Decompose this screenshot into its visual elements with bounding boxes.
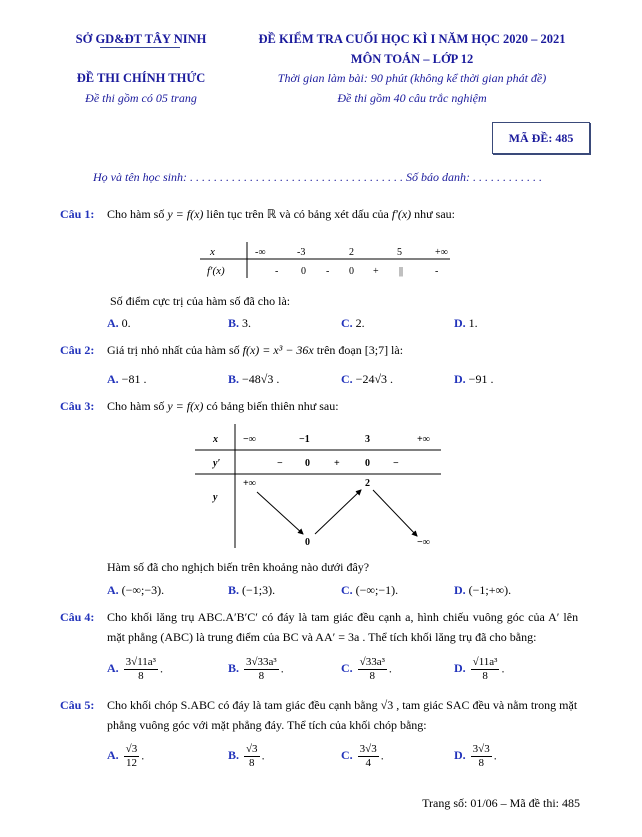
sign: -: [326, 266, 330, 277]
fraction: [471, 656, 500, 683]
x-value: 2: [349, 247, 354, 258]
math: f(x) = x³ − 36x: [242, 343, 314, 357]
pages-note: Đề thi gồm có 05 trang: [85, 91, 197, 105]
question-3-text: [107, 399, 339, 414]
y-value: 2: [365, 478, 370, 489]
option-label: A.: [107, 583, 119, 597]
x-value: 3: [365, 434, 370, 445]
question-4-label: Câu 4:: [60, 610, 95, 624]
option-c[interactable]: [341, 583, 398, 598]
arrow-up: [315, 490, 361, 534]
fraction: [244, 656, 279, 683]
exam-code-box: [492, 122, 590, 154]
question-1-prompt: Số điểm cực trị của hàm số đã cho là:: [110, 294, 291, 308]
text: có bảng biến thiên như sau:: [203, 399, 339, 413]
numerator: √3: [125, 743, 138, 755]
sign: -: [435, 266, 439, 277]
x-value: 5: [397, 247, 402, 258]
option-d[interactable]: [454, 583, 511, 598]
sign-table: [195, 240, 455, 282]
option-b[interactable]: [228, 583, 275, 598]
underline-divider: [100, 47, 180, 48]
option-value: −81 .: [121, 372, 147, 386]
fraction: [358, 743, 379, 770]
option-d[interactable]: D. $\frac{\text{√11a³}}{8}$ .: [454, 656, 505, 682]
text: liên tục trên ℝ và có bảng xét dấu của: [203, 207, 392, 221]
option-label: D.: [454, 583, 466, 597]
fraction: [124, 656, 158, 683]
option-label: B.: [228, 372, 240, 386]
text: Giá trị nhỏ nhất của hàm số: [107, 343, 243, 357]
option-a[interactable]: [107, 316, 131, 331]
option-label: C.: [341, 661, 353, 676]
option-label: C.: [341, 316, 353, 330]
option-value: 1.: [468, 316, 478, 330]
numerator: √11a³: [472, 656, 498, 668]
variation-table: [195, 424, 443, 548]
numerator: 3√11a³: [125, 656, 156, 668]
student-info-line: Họ và tên học sinh: . . . . . . . . . . . . . . . . . . . . . . . . . . . . . . . . . . . . Số báo danh: . . . . . . . . . . . .: [93, 170, 542, 184]
numerator: 3√3: [472, 743, 490, 755]
sign: −: [393, 458, 399, 469]
question-5-line-1: Cho khối chóp S.ABC có đáy là tam giác đều cạnh bằng √3 , tam giác SAC đều và nằm trong mặt: [107, 698, 578, 712]
option-value: −91 .: [468, 372, 494, 386]
question-4-line-2: mặt phẳng (ABC) là trung điểm của BC và AA′ = 3a . Thể tích khối lăng trụ đã cho bằng:: [107, 630, 537, 644]
question-5-label: Câu 5:: [60, 698, 95, 712]
sign: 0: [301, 266, 306, 277]
denominator: 8: [138, 670, 144, 682]
text: Cho hàm số: [107, 207, 168, 221]
option-label: A.: [107, 748, 119, 763]
exam-title: ĐỀ KIỂM TRA CUỐI HỌC KÌ I NĂM HỌC 2020 – 2021: [258, 32, 566, 46]
sign: 0: [305, 458, 310, 469]
questions-note: Đề thi gồm 40 câu trắc nghiệm: [337, 91, 487, 105]
option-c[interactable]: [341, 372, 393, 387]
option-label: B.: [228, 583, 240, 597]
sign: +: [334, 458, 340, 469]
question-2-text: [107, 343, 403, 358]
page-footer: Trang số: 01/06 – Mã đề thi: 485: [422, 796, 580, 810]
department: SỞ GD&ĐT TÂY NINH: [75, 32, 207, 46]
x-value: −∞: [243, 434, 256, 445]
sign: +: [373, 266, 379, 277]
x-head: x: [213, 434, 218, 445]
y-head: y: [213, 492, 218, 503]
question-4-line-1: Cho khối lăng trụ ABC.A′B′C′ có đáy là tam giác đều cạnh a, hình chiếu vuông góc của A′ lên: [107, 610, 579, 624]
fraction: [471, 743, 492, 770]
option-label: B.: [228, 748, 240, 763]
x-head: x: [210, 246, 215, 258]
fraction: [124, 743, 140, 770]
numerator: 3√33a³: [246, 656, 277, 668]
option-value: 0.: [121, 316, 131, 330]
x-value: +∞: [435, 247, 448, 258]
numerator: √3: [246, 743, 258, 755]
x-value: +∞: [417, 434, 430, 445]
fraction: [358, 656, 387, 683]
y-value: −∞: [417, 537, 430, 548]
option-label: C.: [341, 372, 353, 386]
option-label: B.: [228, 661, 240, 676]
option-d[interactable]: [454, 316, 478, 331]
option-label: A.: [107, 316, 119, 330]
numerator: √33a³: [359, 656, 385, 668]
numerator: 3√3: [359, 743, 377, 755]
option-label: B.: [228, 316, 240, 330]
option-label: A.: [107, 372, 119, 386]
option-value: 2.: [355, 316, 365, 330]
time-note: Thời gian làm bài: 90 phút (không kể thời gian phát đề): [277, 71, 547, 85]
question-5-line-2: phẳng vuông góc với mặt phẳng đáy. Thể tích của khối chóp bằng:: [107, 718, 427, 732]
x-value: -∞: [255, 247, 266, 258]
option-a[interactable]: A. $\frac{\text{3√11a³}}{8}$ .: [107, 656, 163, 682]
math: f′(x): [391, 207, 412, 221]
option-value: (−1;+∞).: [468, 583, 512, 597]
option-label: A.: [107, 661, 119, 676]
sign: ||: [399, 266, 404, 277]
option-b[interactable]: B. $\frac{\text{3√33a³}}{8}$ .: [228, 656, 284, 682]
x-value: −1: [299, 434, 310, 445]
option-label: C.: [341, 748, 353, 763]
exam-code: MÃ ĐỀ: 485: [508, 130, 574, 145]
option-value: (−∞;−1).: [355, 583, 399, 597]
option-label: D.: [454, 316, 466, 330]
sign: −: [277, 458, 283, 469]
option-a[interactable]: [107, 372, 146, 387]
denominator: 4: [365, 757, 371, 769]
option-d[interactable]: D. $\frac{3√3}{8}$ .: [454, 743, 497, 769]
yprime-head: y′: [213, 458, 221, 469]
option-value: (−1;3).: [242, 583, 276, 597]
denominator: 8: [478, 757, 484, 769]
option-a[interactable]: [107, 583, 164, 598]
math: y = f(x): [167, 399, 204, 413]
question-3-prompt: Hàm số đã cho nghịch biến trên khoảng nào dưới đây?: [107, 560, 370, 574]
subject: MÔN TOÁN – LỚP 12: [350, 52, 474, 66]
option-label: C.: [341, 583, 353, 597]
text: Cho hàm số: [107, 399, 168, 413]
official-label: ĐỀ THI CHÍNH THỨC: [76, 71, 206, 85]
denominator: 8: [482, 670, 488, 682]
text: như sau:: [411, 207, 455, 221]
option-label: D.: [454, 661, 466, 676]
question-2-label: Câu 2:: [60, 343, 95, 357]
option-value: −24√3 .: [355, 372, 394, 386]
text: trên đoạn [3;7] là:: [313, 343, 404, 357]
option-c[interactable]: C. $\frac{3√3}{4}$ .: [341, 743, 384, 769]
option-value: −48√3 .: [242, 372, 280, 386]
sign: 0: [349, 266, 354, 277]
arrow-down: [257, 492, 303, 534]
option-b[interactable]: [228, 316, 251, 331]
option-label: D.: [454, 748, 466, 763]
denominator: 12: [125, 757, 137, 769]
denominator: 8: [369, 670, 376, 682]
option-label: D.: [454, 372, 466, 386]
y-value: +∞: [243, 478, 256, 489]
fraction: [244, 743, 260, 770]
fprime-head: f′(x): [207, 265, 225, 277]
question-1-label: Câu 1:: [60, 207, 95, 221]
option-c[interactable]: C. $\frac{\text{√33a³}}{8}$ .: [341, 656, 392, 682]
sign: 0: [365, 458, 370, 469]
denominator: 8: [258, 670, 265, 682]
denominator: 8: [249, 757, 255, 769]
arrow-down: [373, 490, 417, 536]
option-value: 3.: [242, 316, 252, 330]
option-d[interactable]: [454, 372, 493, 387]
option-b[interactable]: [228, 372, 279, 387]
sign: -: [275, 266, 279, 277]
option-c[interactable]: [341, 316, 365, 331]
option-a[interactable]: A. $\frac{√3}{12}$ .: [107, 743, 145, 769]
math: y = f(x): [167, 207, 204, 221]
question-3-label: Câu 3:: [60, 399, 95, 413]
option-b[interactable]: B. $\frac{√3}{8}$ .: [228, 743, 265, 769]
option-value: (−∞;−3).: [121, 583, 165, 597]
y-value: 0: [305, 537, 310, 548]
x-value: -3: [297, 247, 306, 258]
question-1-text: [107, 207, 455, 222]
